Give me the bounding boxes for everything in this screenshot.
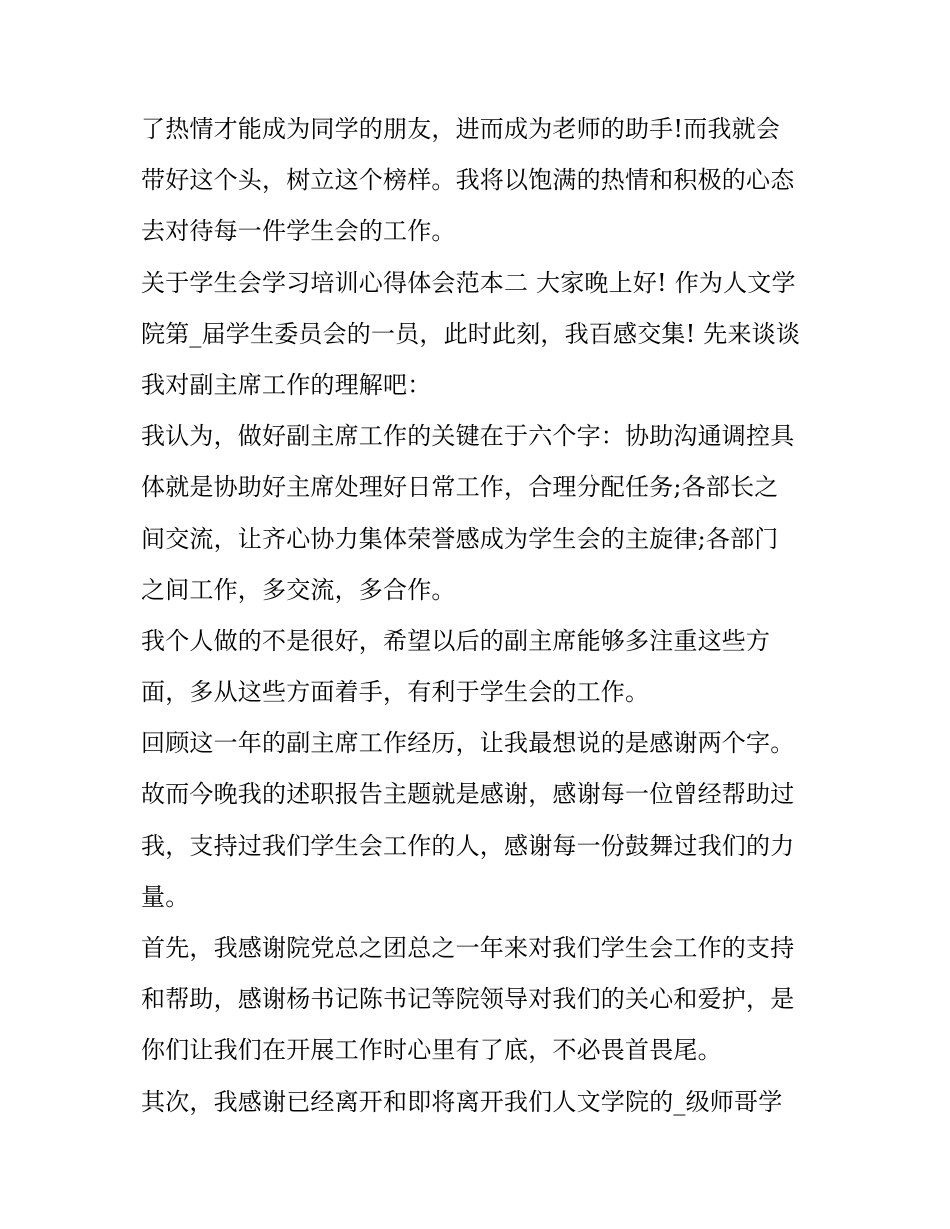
text-line-15: 我，支持过我们学生会工作的人，感谢每一份鼓舞过我们的力 xyxy=(141,831,795,860)
text-line-8: 体就是协助好主席处理好日常工作，合理分配任务;各部长之 xyxy=(141,473,779,502)
text-line-1: 了热情才能成为同学的朋友，进而成为老师的助手!而我就会 xyxy=(141,115,781,143)
text-line-19: 你们让我们在开展工作时心里有了底，不必畏首畏尾。 xyxy=(141,1036,722,1065)
text-line-6: 我对副主席工作的理解吧： xyxy=(141,370,432,399)
text-line-12: 面，多从这些方面着手，有利于学生会的工作。 xyxy=(141,678,650,707)
text-line-2: 带好这个头，树立这个榜样。我将以饱满的热情和积极的心态 xyxy=(141,166,795,195)
text-line-17: 首先，我感谢院党总之团总之一年来对我们学生会工作的支持 xyxy=(141,934,795,962)
text-line-14: 故而今晚我的述职报告主题就是感谢，感谢每一位曾经帮助过 xyxy=(141,780,795,809)
text-line-3: 去对待每一件学生会的工作。 xyxy=(141,217,456,246)
text-line-4: 关于学生会学习培训心得体会范本二 大家晚上好! 作为人文学 xyxy=(141,268,796,297)
text-line-11: 我个人做的不是很好，希望以后的副主席能够多注重这些方 xyxy=(141,626,771,655)
text-line-20: 其次，我感谢已经离开和即将离开我们人文学院的_级师哥学 xyxy=(141,1087,783,1116)
text-line-7: 我认为，做好副主席工作的关键在于六个字：协助沟通调控具 xyxy=(141,422,795,451)
text-line-18: 和帮助，感谢杨书记陈书记等院领导对我们的关心和爱护，是 xyxy=(141,985,795,1014)
text-line-10: 之间工作，多交流，多合作。 xyxy=(141,575,456,604)
document-body xyxy=(141,104,821,1128)
text-line-16: 量。 xyxy=(141,882,190,911)
text-line-13: 回顾这一年的副主席工作经历，让我最想说的是感谢两个字。 xyxy=(141,729,795,758)
text-line-5: 院第_届学生委员会的一员，此时此刻，我百感交集! 先来谈谈 xyxy=(141,319,801,348)
text-line-9: 间交流，让齐心协力集体荣誉感成为学生会的主旋律;各部门 xyxy=(141,524,779,553)
